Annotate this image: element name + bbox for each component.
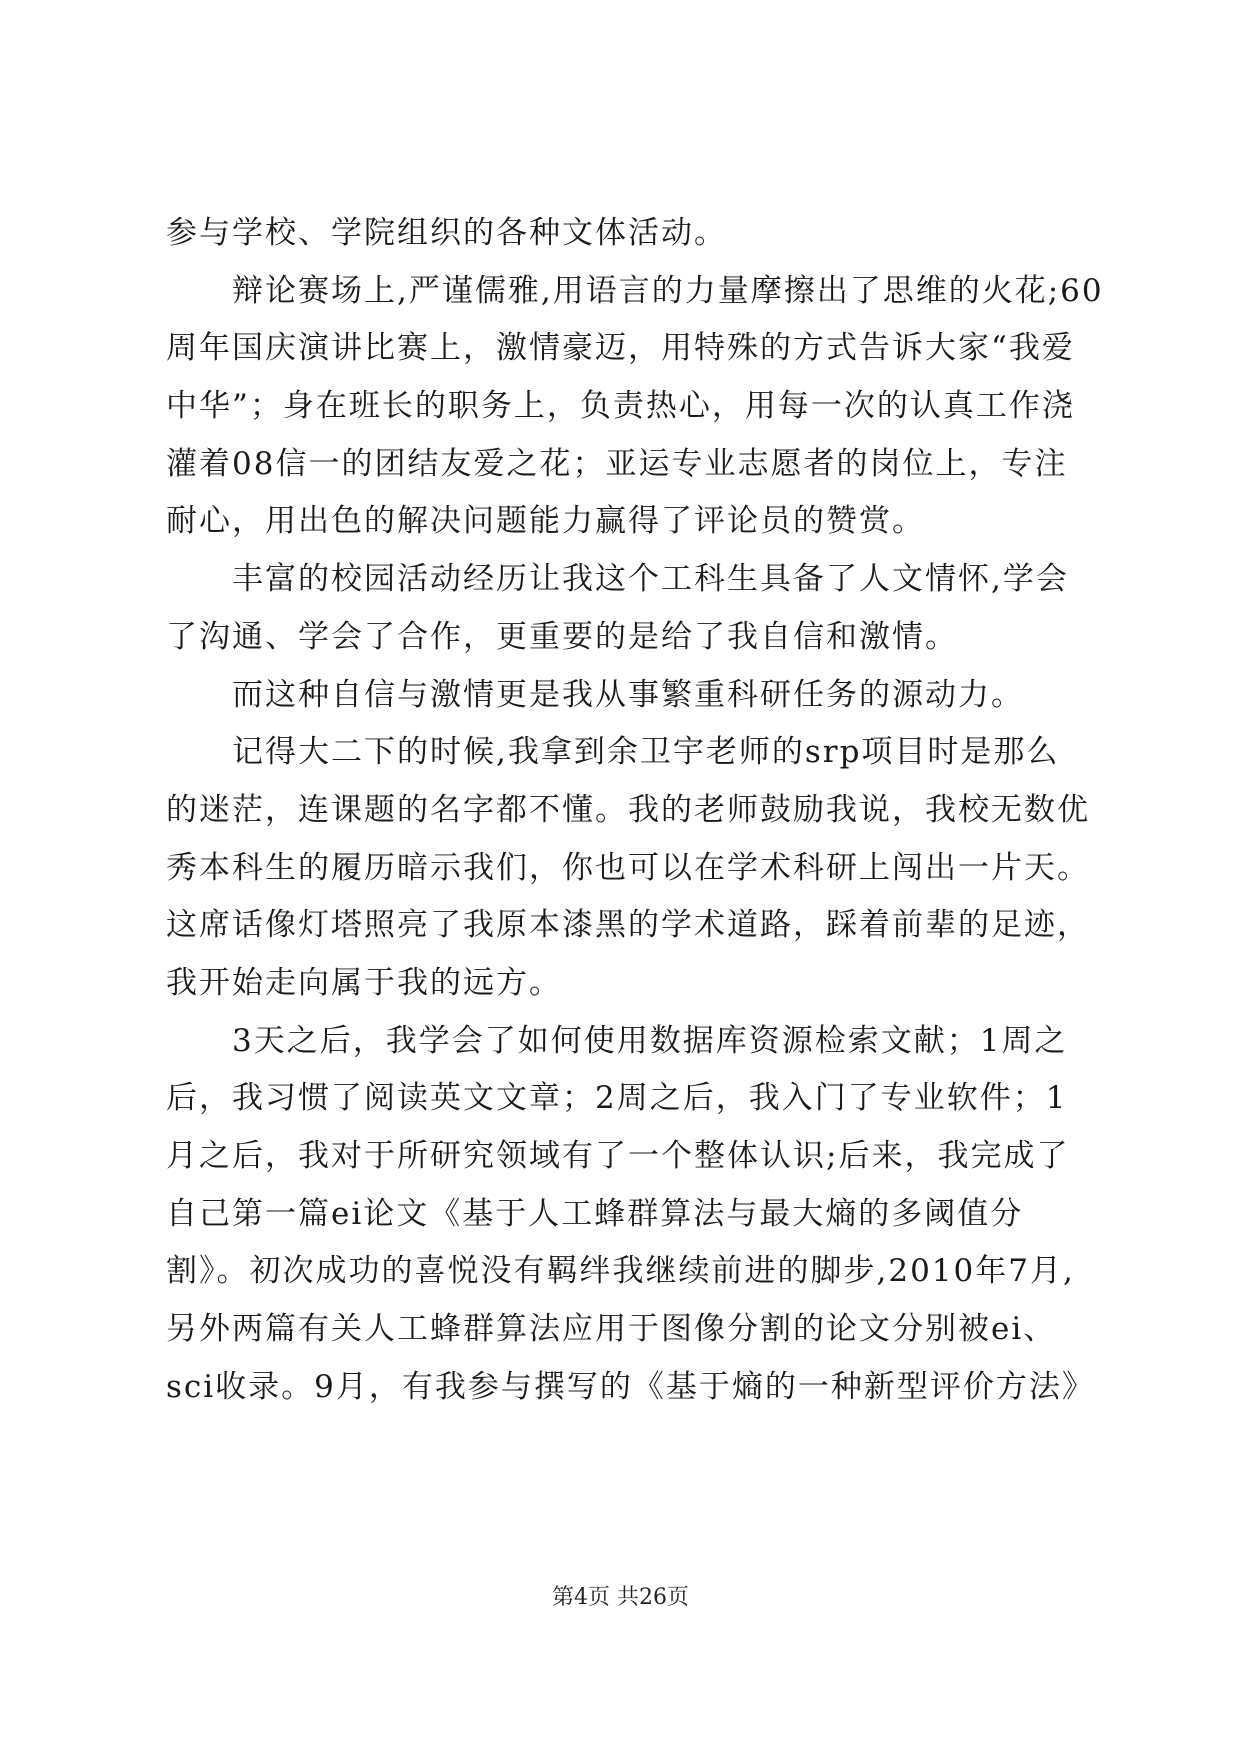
text-line: 割》。初次成功的喜悦没有羁绊我继续前进的脚步,2010年7月, bbox=[166, 1253, 1075, 1290]
text-line: sci收录。9月，有我参与撰写的《基于熵的一种新型评价方法》 bbox=[166, 1368, 1095, 1405]
text-line: 中华”；身在班长的职务上，负责热心，用每一次的认真工作浇 bbox=[166, 388, 1075, 425]
text-line: 3天之后，我学会了如何使用数据库资源检索文献；1周之 bbox=[166, 1022, 1068, 1059]
text-line: 而这种自信与激情更是我从事繁重科研任务的源动力。 bbox=[166, 676, 1024, 713]
document-body bbox=[166, 205, 1104, 1416]
text-line: 耐心，用出色的解决问题能力赢得了评论员的赞赏。 bbox=[166, 503, 925, 540]
page-number-footer: 第4页 共26页 bbox=[552, 1585, 689, 1610]
text-line: 秀本科生的履历暗示我们，你也可以在学术科研上闯出一片天。 bbox=[166, 849, 1090, 886]
text-line: 另外两篇有关人工蜂群算法应用于图像分割的论文分别被ei、 bbox=[166, 1311, 1057, 1348]
text-line: 辩论赛场上,严谨儒雅,用语言的力量摩擦出了思维的火花;60 bbox=[166, 272, 1104, 309]
text-line: 参与学校、学院组织的各种文体活动。 bbox=[166, 215, 727, 251]
text-line: 的迷茫，连课题的名字都不懂。我的老师鼓励我说，我校无数优 bbox=[166, 791, 1090, 828]
text-line: 了沟通、学会了合作，更重要的是给了我自信和激情。 bbox=[166, 618, 958, 655]
text-line: 记得大二下的时候,我拿到余卫宇老师的srp项目时是那么 bbox=[166, 734, 1060, 771]
text-line: 后，我习惯了阅读英文文章；2周之后，我入门了专业软件；1 bbox=[166, 1080, 1068, 1117]
text-line: 我开始走向属于我的远方。 bbox=[166, 964, 562, 1001]
text-line: 这席话像灯塔照亮了我原本漆黑的学术道路，踩着前辈的足迹， bbox=[166, 907, 1090, 944]
text-line: 丰富的校园活动经历让我这个工科生具备了人文情怀,学会 bbox=[166, 561, 1069, 598]
text-line: 月之后，我对于所研究领域有了一个整体认识;后来，我完成了 bbox=[166, 1138, 1070, 1174]
text-line: 周年国庆演讲比赛上，激情豪迈，用特殊的方式告诉大家“我爱 bbox=[166, 330, 1075, 367]
text-line: 灌着08信一的团结友爱之花；亚运专业志愿者的岗位上，专注 bbox=[166, 445, 1068, 482]
text-line: 自己第一篇ei论文《基于人工蜂群算法与最大熵的多阈值分 bbox=[166, 1195, 1024, 1232]
